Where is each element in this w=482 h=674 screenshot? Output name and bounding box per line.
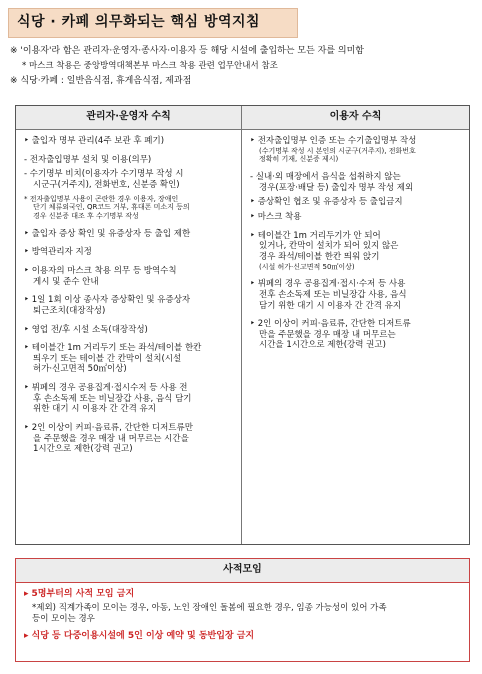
rules-table-header <box>16 106 469 130</box>
private-item-2-title: 식당 등 다중이용시설에 5인 이상 예약 및 동반입장 금지 <box>31 630 255 641</box>
manager-rule-line: * 전자출입명부 사용이 곤란한 경우 이용자, 장애인 <box>24 194 179 203</box>
manager-rule-line: 을 주문했을 경우 매장 내 머무르는 시간을 <box>33 433 189 444</box>
user-rule-line: 경우(포장·배달 등) 출입자 명부 작성 제외 <box>259 182 414 193</box>
rules-table <box>15 105 470 545</box>
manager-rule-line: ‣ 이용자의 마스크 착용 의무 등 방역수칙 <box>24 266 177 276</box>
manager-rule-line: 게시 및 준수 안내 <box>33 276 99 287</box>
user-rule-item <box>250 279 463 311</box>
user-rule-line: 있거나, 칸막이 설치가 되어 있지 않은 <box>259 241 399 252</box>
user-rule-item <box>250 231 463 272</box>
manager-rule-line: 경우 신분증 대조 후 수기명부 작성 <box>33 212 139 220</box>
user-rule-line: 담기 위한 대기 시 이용자 간 간격 유지 <box>259 300 402 311</box>
private-item-1 <box>24 589 461 600</box>
manager-rule-item <box>24 266 235 287</box>
manager-rule-item <box>24 295 235 316</box>
private-item-1-title: 5명부터의 사적 모임 금지 <box>31 589 135 599</box>
private-gathering-body <box>16 583 469 651</box>
manager-rule-item <box>24 169 235 190</box>
manager-rule-line: 단기 체류외국인, QR코드 거부, 휴대폰 미소지 등의 <box>33 203 190 212</box>
manager-rule-line: ‣ 2인 이상이 커피·음료류, 간단한 디저트류만 <box>24 422 193 433</box>
manager-rule-line: - 전자출입명부 설치 및 이용(의무) <box>24 154 152 165</box>
user-rule-line: ‣ 마스크 착용 <box>250 212 302 222</box>
red-arrow-icon: ▸ <box>24 589 29 599</box>
note-mask: * 마스크 착용은 중앙방역대책본부 마스크 착용 관련 업무안내서 참조 <box>22 61 278 72</box>
manager-rule-line: 1시간으로 제한(강력 권고) <box>33 444 133 455</box>
manager-rule-item <box>24 383 235 415</box>
manager-rule-line: 퇴근조치(대장작성) <box>33 305 106 316</box>
user-rule-item <box>250 136 463 164</box>
red-arrow-icon: ▸ <box>24 630 29 641</box>
manager-rule-line: 위한 대기 시 이용자 간 간격 유지 <box>33 404 156 415</box>
user-rule-line: ‣ 테이블간 1m 거리두기가 안 되어 <box>250 230 381 241</box>
user-rule-line: 경우 좌석/테이블 한칸 띄워 앉기 <box>259 251 380 262</box>
manager-rule-line: ‣ 영업 전/후 시설 소독(대장작성) <box>24 324 148 335</box>
notes-section <box>10 46 476 91</box>
user-rule-line: 시간을 1시간으로 제한(강력 권고) <box>259 340 386 351</box>
manager-rule-line: 후 손소독제 또는 비닐장갑 사용, 음식 담기 <box>33 393 192 404</box>
manager-rule-line: 허가·신고면적 50㎡이상) <box>33 364 127 375</box>
manager-rule-item <box>24 136 235 147</box>
manager-rule-line: ‣ 출입자 증상 확인 및 유증상자 등 출입 제한 <box>24 228 191 239</box>
manager-rule-line: 띄우기 또는 테이블 간 칸막이 설치(시설 <box>33 353 182 364</box>
manager-rule-item <box>24 325 235 336</box>
private-item-1-note <box>24 603 461 624</box>
manager-rule-item <box>24 423 235 455</box>
private-gathering-header: 사적모임 <box>16 559 469 583</box>
user-rules-column <box>242 130 469 544</box>
private-item-2 <box>24 631 461 642</box>
manager-rule-item <box>24 155 235 166</box>
manager-rules-column <box>16 130 242 544</box>
user-rule-line: ‣ 2인 이상이 커피·음료류, 간단한 디저트류 <box>250 319 411 330</box>
manager-rule-item <box>24 247 235 258</box>
manager-rule-item <box>24 229 235 240</box>
user-rule-line: ‣ 뷔페의 경우 공용집게·접시·수저 등 사용 <box>250 279 406 290</box>
user-rule-line: ‣ 증상확인 협조 및 유증상자 등 출입금지 <box>250 197 403 208</box>
manager-rule-line: - 수기명부 비치(이용자가 수기명부 작성 시 <box>24 169 184 180</box>
manager-rule-line: ‣ 테이블간 1m 거리두기 또는 좌석/테이블 한칸 <box>24 343 202 354</box>
manager-rule-line: ‣ 1일 1회 이상 종사자 증상확인 및 유증상자 <box>24 295 191 306</box>
private-item-1-note-line: *제외) 직계가족이 모이는 경우, 아동, 노인 장애인 돌봄에 필요한 경우, 임종 가능성이 있어 가족 <box>32 603 387 614</box>
user-rule-line: 만을 주문했을 경우 매장 내 머무르는 <box>259 329 396 340</box>
manager-rule-line: 시군구(거주지), 전화번호, 신분증 확인) <box>33 179 180 190</box>
note-scope: ※ 식당·카페 : 일반음식점, 휴게음식점, 제과점 <box>10 75 192 86</box>
user-rule-item <box>250 212 463 223</box>
user-rule-item <box>250 319 463 351</box>
manager-rule-item <box>24 195 235 221</box>
user-rule-item <box>250 197 463 208</box>
private-item-1-note-line: 등이 모이는 경우 <box>32 613 95 624</box>
private-gathering-box <box>15 558 470 662</box>
user-rule-line: (시설 허가·신고면적 50㎡이상) <box>259 262 355 271</box>
user-rule-line: ‣ 전자출입명부 인증 또는 수기출입명부 작성 <box>250 136 417 146</box>
rules-table-body <box>16 130 469 544</box>
manager-rules-header: 관리자·운영자 수칙 <box>16 106 242 129</box>
manager-rule-item <box>24 343 235 375</box>
page-title: 식당 · 카페 의무화되는 핵심 방역지침 <box>17 14 261 31</box>
title-banner <box>8 8 298 38</box>
user-rule-item <box>250 172 463 193</box>
note-definition: ※ '이용자'라 함은 관리자·운영자·종사자·이용자 등 해당 시설에 출입하는 모든 자를 의미함 <box>10 46 364 56</box>
manager-rule-line: ‣ 뷔페의 경우 공용집게·접시수저 등 사용 전 <box>24 383 188 393</box>
user-rules-header: 이용자 수칙 <box>242 106 469 129</box>
user-rule-line: (수기명부 작성 시 본인의 시군구(거주지), 전화번호 <box>259 146 416 155</box>
manager-rule-line: ‣ 출입자 명부 관리(4주 보관 후 폐기) <box>24 136 165 146</box>
user-rule-line: 정확히 기재, 신분증 제시) <box>259 155 339 164</box>
user-rule-line: - 실내·외 매장에서 음식을 섭취하지 않는 <box>250 172 401 183</box>
user-rule-line: 전후 손소독제 또는 비닐장갑 사용, 음식 <box>259 289 407 300</box>
manager-rule-line: ‣ 방역관리자 지정 <box>24 247 92 258</box>
